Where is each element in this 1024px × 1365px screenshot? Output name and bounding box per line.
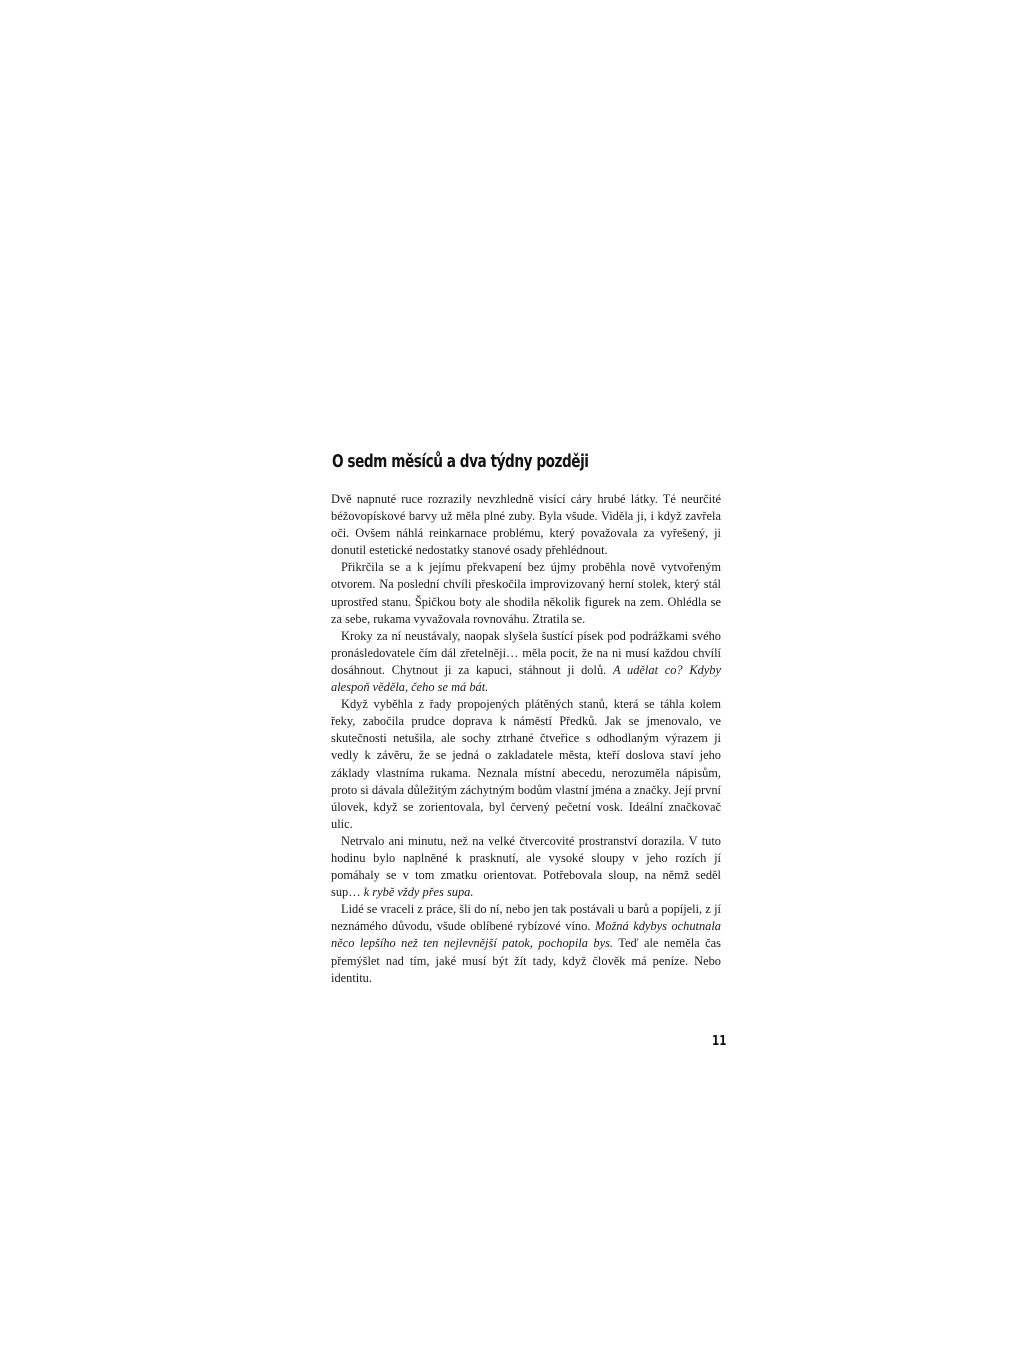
chapter-body <box>331 491 721 987</box>
paragraph-italic-text: Možná kdybys ochutnala něco lepšího než ten nejlevnější patok, pochopila bys. <box>331 919 721 951</box>
paragraph <box>331 901 721 986</box>
paragraph-text: Lidé se vraceli z práce, šli do ní, nebo jen tak postávali u barů a popíjeli, z jí neznámého důvodu, všude oblíbené rybízové víno. <box>331 902 721 934</box>
paragraph-text: Přikrčila se a k jejímu překvapení bez újmy proběhla nově vytvořeným otvorem. Na poslední chvíli přeskočila improvizovaný herní stolek, který stál uprostřed stanu. Špičkou boty ale shodila několik figurek na zem. Ohlédla se za sebe, rukama vyvažovala rovnováhu. Ztratila se. <box>331 560 721 626</box>
paragraph-text: Teď ale neměla čas přemýšlet nad tím, jaké musí být žít tady, když člověk má peníze. Nebo identitu. <box>331 936 721 985</box>
paragraph-text: Dvě napnuté ruce rozrazily nevzhledně visící cáry hrubé látky. Té neurčité béžovopískové barvy už měla plné zuby. Byla všude. Viděla ji, i když zavřela oči. Ovšem náhlá reinkarnace problému, který považovala za vyřešený, ji donutil estetické nedostatky stanové osady přehlédnout. <box>331 492 721 558</box>
chapter-heading: O sedm měsíců a dva týdny později <box>332 452 589 472</box>
paragraph <box>331 833 721 901</box>
paragraph-italic-text: A udělat co? Kdyby alespoň věděla, čeho se má bát. <box>331 662 722 695</box>
paragraph-text: Netrvalo ani minutu, než na velké čtvercovité prostranství dorazila. V tuto hodinu bylo naplněné k prasknutí, ale vysoké sloupy v jeho rozích jí pomáhaly se v tom zmatku orientovat. Potřebovala sloup, na němž seděl sup… <box>331 833 721 900</box>
page-number: 11 <box>712 1034 727 1049</box>
paragraph-italic-text: k rybě vždy přes supa. <box>363 885 474 900</box>
paragraph-text: Kroky za ní neustávaly, naopak slyšela šustící písek pod podrážkami svého pronásledovatele čím dál zřetelněji… měla pocit, že na ni musí každou chvílí dosáhnout. Chytnout ji za kapuci, stáhnout ji dolů. <box>331 628 721 677</box>
paragraph <box>331 491 721 559</box>
paragraph-text: Když vyběhla z řady propojených plátěných stanů, která se táhla kolem řeky, zabočila prudce doprava k náměstí Předků. Jak se jmenovalo, ve skutečnosti netušila, ale sochy ztrhané čtveřice s odhodlaným výrazem ji vedly k závěru, že se jedná o zakladatele města, kteří doslova staví jeho základy vlastníma rukama. Neznala místní abecedu, nerozuměla nápisům, proto si dávala důležitým záchytným bodům vlastní jména a značky. Její první úlovek, když se zorientovala, byl červený pečetní vosk. Ideální značkovač ulic. <box>331 697 721 831</box>
paragraph <box>331 696 721 833</box>
paragraph <box>331 628 721 696</box>
paragraph <box>331 559 721 627</box>
